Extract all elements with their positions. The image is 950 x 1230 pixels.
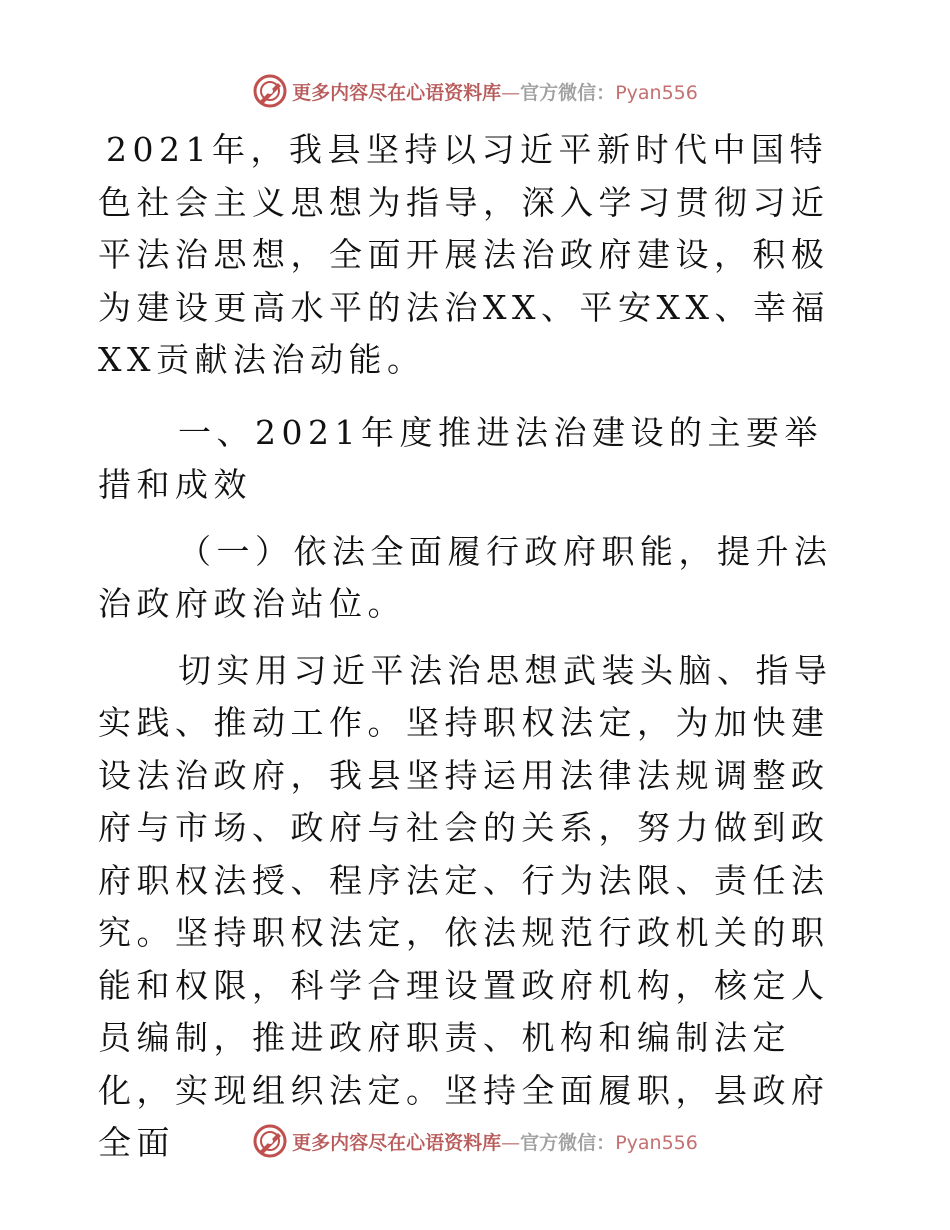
subsection-heading-1: （一）依法全面履行政府职能，提升法治政府政治站位。 xyxy=(98,531,833,623)
section-heading-1: 一、2021年度推进法治建设的主要举措和成效 xyxy=(98,412,823,504)
document-body xyxy=(98,124,858,1170)
watermark-wechat-id: Pyan556 xyxy=(615,1131,698,1154)
watermark-separator: — xyxy=(501,81,521,104)
footer-watermark xyxy=(0,1121,950,1161)
watermark-brand: 更多内容尽在心语资料库 xyxy=(292,1131,502,1154)
intro-paragraph: 2021年，我县坚持以习近平新时代中国特色社会主义思想为指导，深入学习贯彻习近平法治思想，全面开展法治政府建设，积极为建设更高水平的法治XX、平安XX、幸福XX贡献法治动能。 xyxy=(98,130,830,379)
watermark-text xyxy=(292,78,698,105)
watermark-official-label: 官方微信： xyxy=(520,81,616,104)
watermark-brand: 更多内容尽在心语资料库 xyxy=(292,81,502,104)
body-paragraph-1: 切实用习近平法治思想武装头脑、指导实践、推动工作。坚持职权法定，为加快建设法治政府，我县坚持运用法律法规调整政府与市场、政府与社会的关系，努力做到政府职权法授、程序法定、行为法限、责任法究。坚持职权法定，依法规范行政机关的职能和权限，科学合理设置政府机构，核定人员编制，推进政府职责、机构和编制法定化，实现组织法定。坚持全面履职，县政府全面 xyxy=(98,650,833,1162)
pen-seal-logo-icon xyxy=(252,73,288,109)
watermark-official-label: 官方微信： xyxy=(520,1131,616,1154)
watermark-wechat-id: Pyan556 xyxy=(615,81,698,104)
header-watermark xyxy=(0,71,950,111)
watermark-separator: — xyxy=(501,1131,521,1154)
pen-seal-logo-icon xyxy=(252,1123,288,1159)
watermark-text xyxy=(292,1128,698,1155)
